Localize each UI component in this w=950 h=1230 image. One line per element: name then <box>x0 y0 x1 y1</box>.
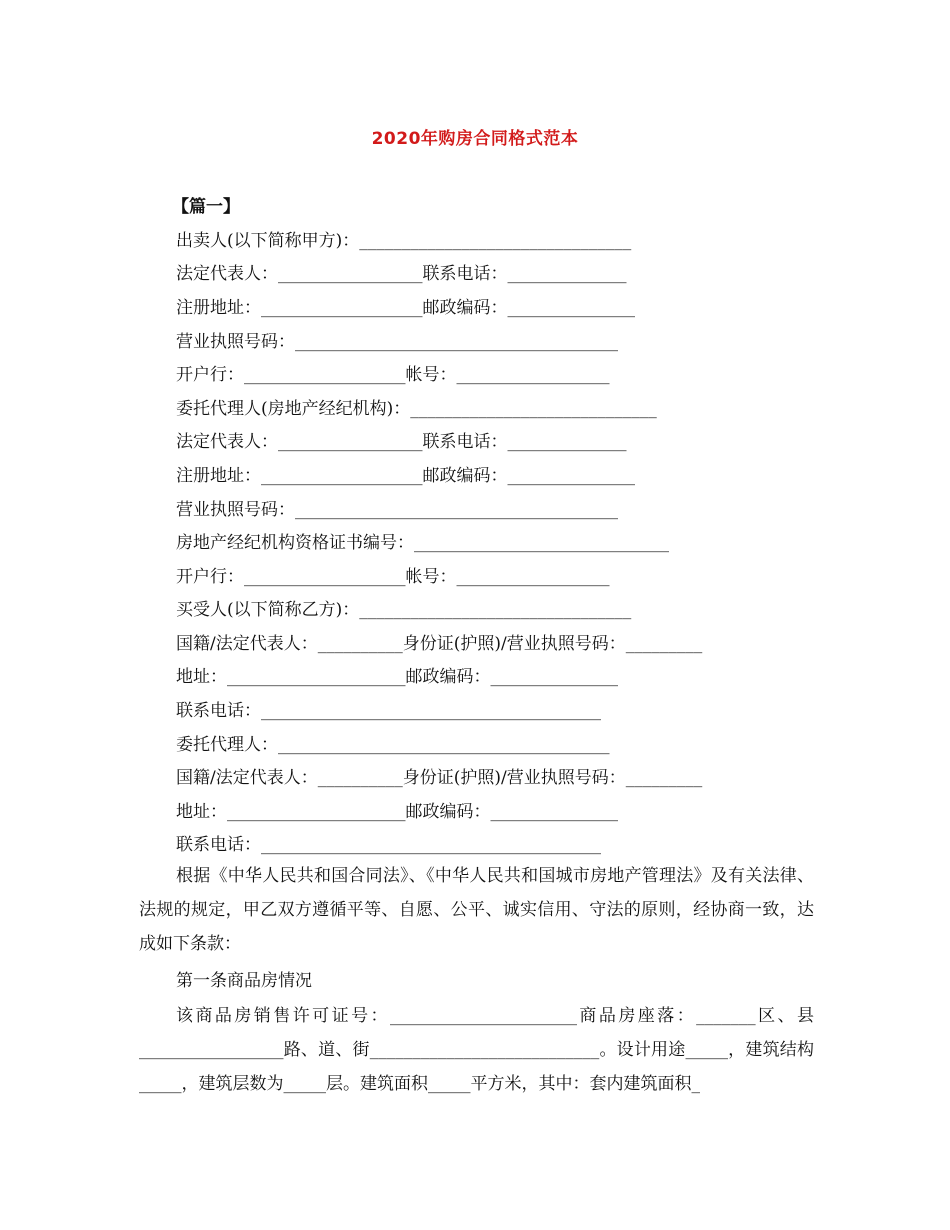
form-line-bank: 开户行：___________________帐号：__________________ <box>176 365 610 385</box>
form-line-buyer-address: 地址：_____________________邮政编码：_______________ <box>176 667 618 687</box>
article-one-heading: 第一条商品房情况 <box>176 971 312 991</box>
form-line-agent: 委托代理人(房地产经纪机构)：_____________________________ <box>176 399 657 419</box>
form-line-buyer-phone: 联系电话：________________________________________ <box>176 701 601 721</box>
form-line-buyer-agent-address: 地址：_____________________邮政编码：_______________ <box>176 802 618 822</box>
document-title: 2020年购房合同格式范本 <box>371 129 579 149</box>
form-line-agent-reg-address: 注册地址：___________________邮政编码：_______________ <box>176 466 635 486</box>
form-line-buyer-nationality: 国籍/法定代表人：__________身份证(护照)/营业执照号码：_________ <box>176 634 703 654</box>
form-line-seller: 出卖人(以下简称甲方)：________________________________ <box>176 231 632 251</box>
form-line-agent-bank: 开户行：___________________帐号：__________________ <box>176 567 610 587</box>
form-line-buyer-agent: 委托代理人：_______________________________________ <box>176 735 610 755</box>
form-line-buyer-agent-nationality: 国籍/法定代表人：__________身份证(护照)/营业执照号码：_________ <box>176 768 703 788</box>
form-line-reg-address: 注册地址：___________________邮政编码：_______________ <box>176 298 635 318</box>
form-line-agent-legal-rep: 法定代表人：_________________联系电话：______________ <box>176 432 627 452</box>
paragraph-basis: 根据《中华人民共和国合同法》、《中华人民共和国城市房地产管理法》及有关法律、法规的规定，甲乙双方遵循平等、自愿、公平、诚实信用、守法的原则，经协商一致，达成如下条款： <box>139 866 814 954</box>
section-heading: 【篇一】 <box>172 197 240 217</box>
form-line-buyer: 买受人(以下简称乙方)：________________________________ <box>176 600 632 620</box>
form-line-agent-cert-no: 房地产经纪机构资格证书编号：______________________________ <box>176 533 669 553</box>
form-line-license-no: 营业执照号码：______________________________________ <box>176 332 618 352</box>
form-line-buyer-agent-phone: 联系电话：________________________________________ <box>176 835 601 855</box>
form-line-legal-rep: 法定代表人：_________________联系电话：______________ <box>176 264 627 284</box>
form-line-agent-license-no: 营业执照号码：______________________________________ <box>176 500 618 520</box>
paragraph-article-one: 该商品房销售许可证号：______________________商品房座落：_______区、县_________________路、道、街___________________________。设计用途_____，建筑结构_____，建筑层数为_____层。建筑面积_____平方米，其中：套内建筑面积_ <box>139 1006 814 1094</box>
